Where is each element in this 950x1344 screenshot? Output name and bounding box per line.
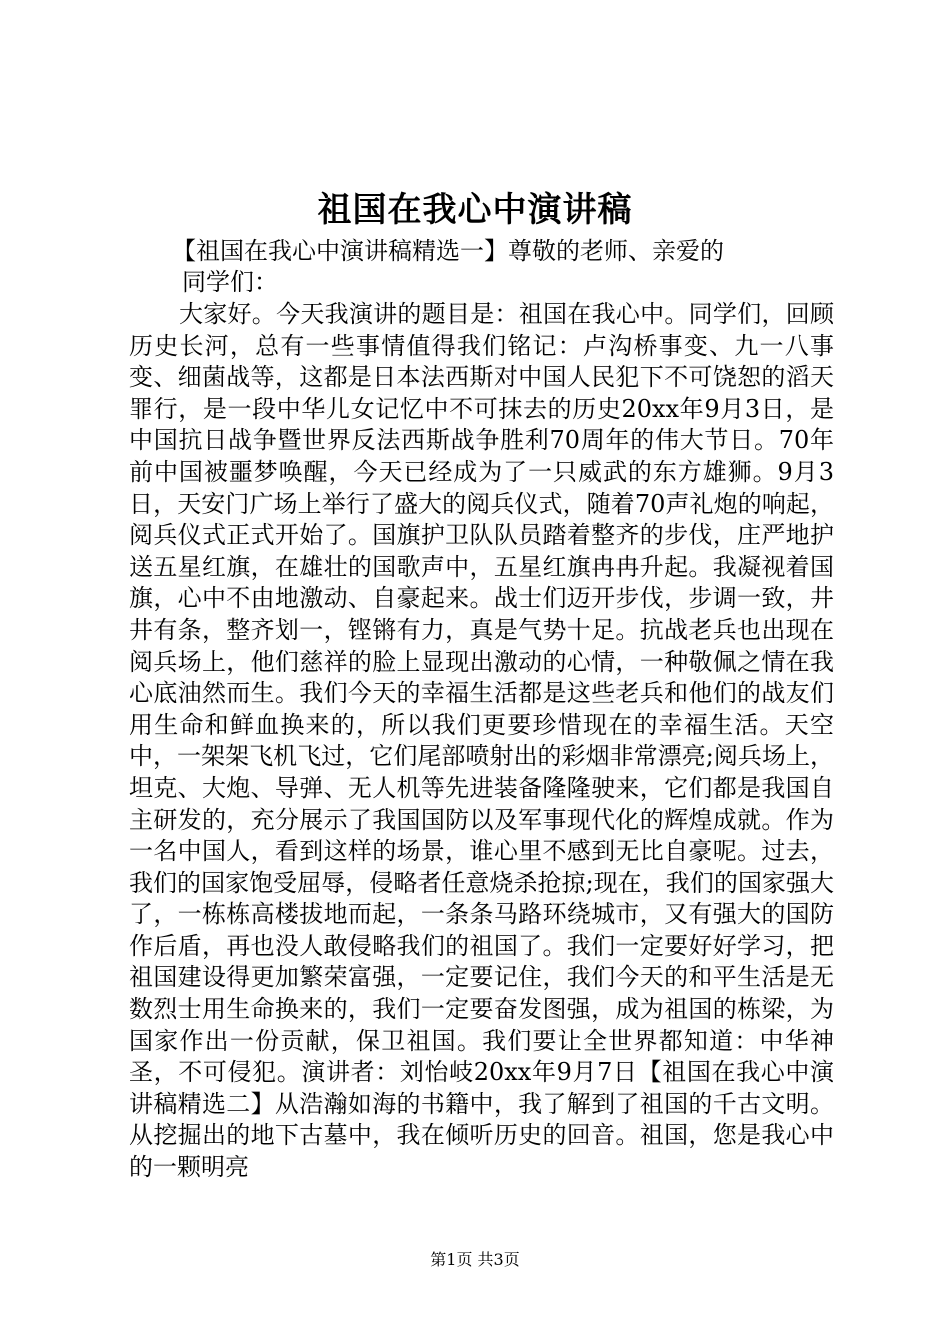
body-paragraph: 大家好。今天我演讲的题目是：祖国在我心中。同学们，回顾历史长河，总有一些事情值得我们铭记：卢沟桥事变、九一八事变、细菌战等，这都是日本法西斯对中国人民犯下不可饶恕的滔天罪行，是一段中华儿女记忆中不可抹去的历史20xx年9月3日，是中国抗日战争暨世界反法西斯战争胜利70周年的伟大节日。70年前中国被噩梦唤醒，今天已经成为了一只威武的东方雄狮。9月3日，天安门广场上举行了盛大的阅兵仪式，随着70声礼炮的响起，阅兵仪式正式开始了。国旗护卫队队员踏着整齐的步伐，庄严地护送五星红旗，在雄壮的国歌声中，五星红旗冉冉升起。我凝视着国旗，心中不由地激动、自豪起来。战士们迈开步伐，步调一致，井井有条，整齐划一，铿锵有力，真是气势十足。抗战老兵也出现在阅兵场上，他们慈祥的脸上显现出激动的心情，一种敬佩之情在我心底油然而生。我们今天的幸福生活都是这些老兵和他们的战友们用生命和鲜血换来的，所以我们更要珍惜现在的幸福生活。天空中，一架架飞机飞过，它们尾部喷射出的彩烟非常漂亮;阅兵场上，坦克、大炮、导弹、无人机等先进装备隆隆驶来，它们都是我国自主研发的，充分展示了我国国防以及军事现代化的辉煌成就。作为一名中国人，看到这样的场景，谁心里不感到无比自豪呢。过去，我们的国家饱受屈辱，侵略者任意烧杀抢掠;现在，我们的国家强大了，一栋栋高楼拔地而起，一条条马路环绕城市，又有强大的国防作后盾，再也没人敢侵略我们的祖国了。我们一定要好好学习，把祖国建设得更加繁荣富强，一定要记住，我们今天的和平生活是无数烈士用生命换来的，我们一定要奋发图强，成为祖国的栋梁，为国家作出一份贡献，保卫祖国。我们要让全世界都知道：中华神圣，不可侵犯。演讲者：刘怡岐20xx年9月7日【祖国在我心中演讲稿精选二】从浩瀚如海的书籍中，我了解到了祖国的千古文明。从挖掘出的地下古墓中，我在倾听历史的回音。祖国，您是我心中的一颗明亮: [129, 300, 834, 1182]
intro-block: [172, 236, 822, 298]
intro-line: 【祖国在我心中演讲稿精选一】尊敬的老师、亲爱的: [172, 237, 724, 265]
document-title: 祖国在我心中演讲稿: [317, 190, 633, 230]
page-footer: 第1页 共3页: [430, 1250, 520, 1269]
intro-line: 同学们：: [182, 268, 278, 296]
